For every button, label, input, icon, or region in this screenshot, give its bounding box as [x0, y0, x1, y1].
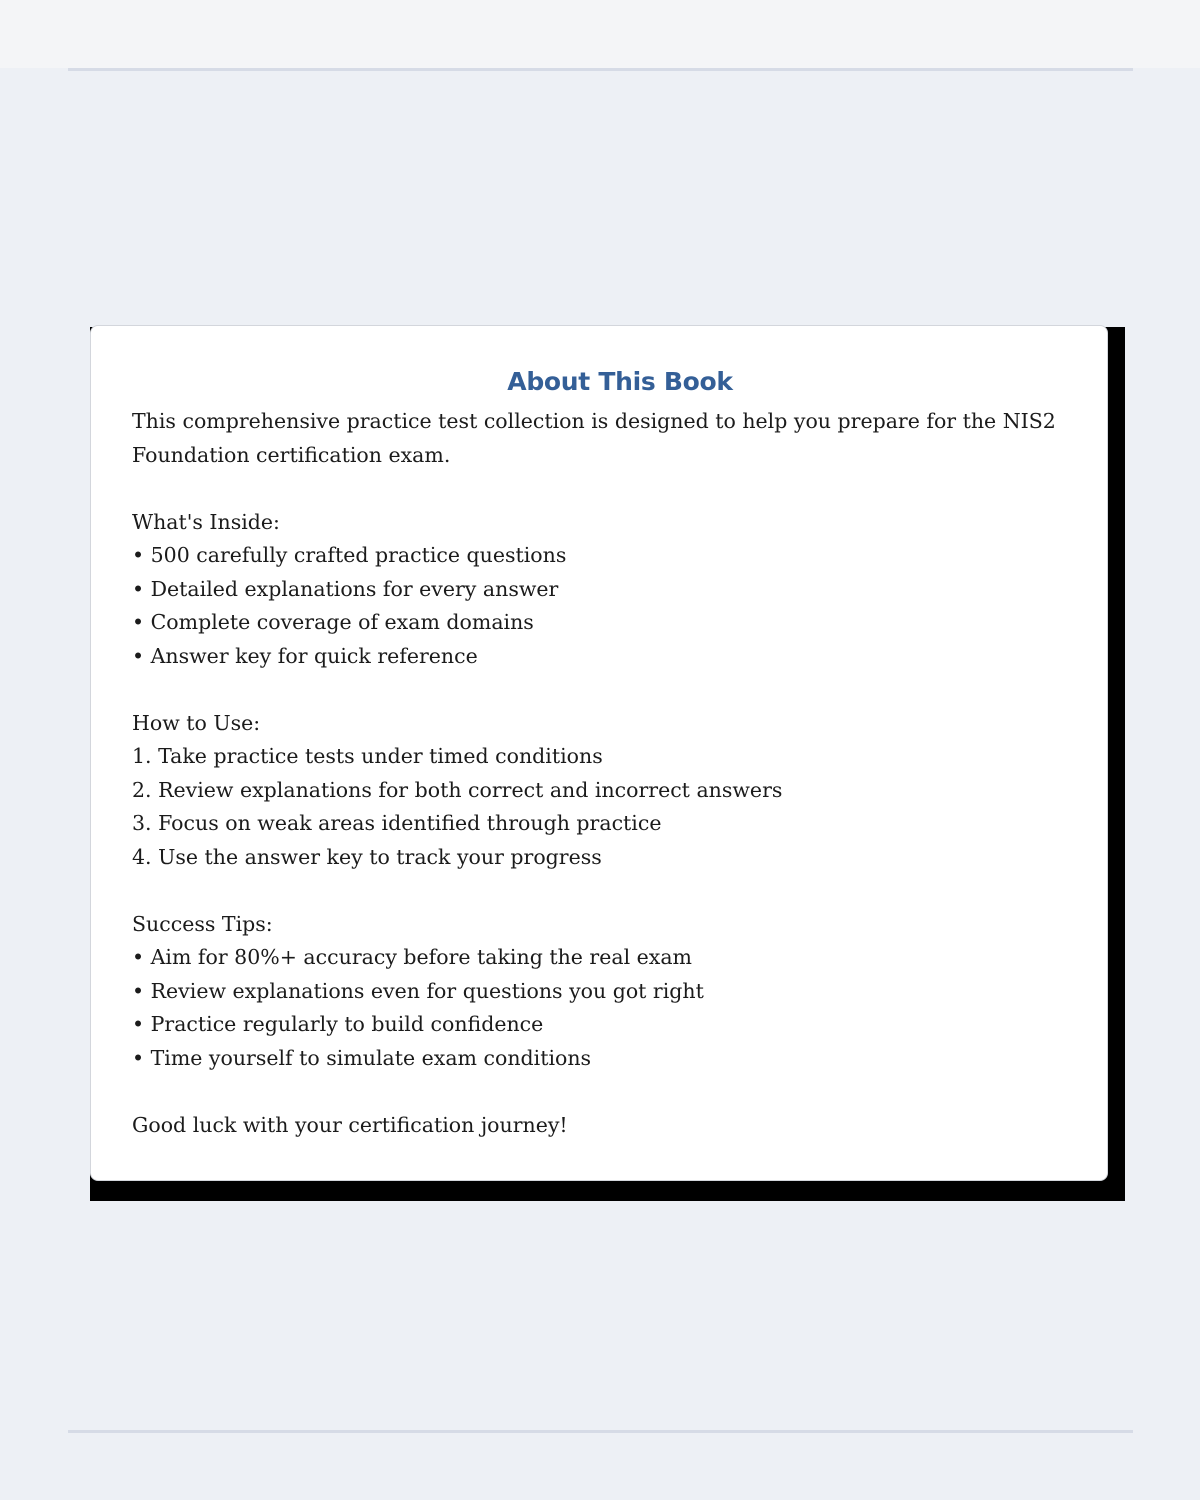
page-body [132, 405, 1082, 1142]
top-divider [68, 68, 1133, 71]
bottom-divider [68, 1430, 1133, 1433]
list-item: • Practice regularly to build confidence [132, 1012, 544, 1036]
list-item: 1. Take practice tests under timed conditions [132, 744, 603, 768]
list-item: • Answer key for quick reference [132, 643, 478, 668]
list-item: • Detailed explanations for every answer [132, 576, 559, 601]
list-item: • Time yourself to simulate exam conditions [132, 1045, 592, 1070]
top-band [0, 0, 1200, 68]
section-heading-how-to-use: How to Use: [132, 710, 261, 735]
list-item: 2. Review explanations for both correct and incorrect answers [132, 777, 783, 802]
section-heading-tips: Success Tips: [132, 911, 273, 936]
list-item: 4. Use the answer key to track your progress [132, 844, 602, 869]
list-item: 3. Focus on weak areas identified through practice [132, 811, 662, 835]
list-item: • Aim for 80%+ accuracy before taking the real exam [132, 945, 692, 969]
section-heading-inside: What's Inside: [132, 509, 280, 534]
closing-line: Good luck with your certification journey! [132, 1112, 568, 1137]
list-item: • Complete coverage of exam domains [132, 610, 534, 634]
list-item: • 500 carefully crafted practice questions [132, 543, 567, 567]
page-title: About This Book [507, 367, 733, 396]
intro-paragraph: This comprehensive practice test collection is designed to help you prepare for the NIS2 Foundation certification exam. [132, 409, 1063, 467]
list-item: • Review explanations even for questions you got right [132, 978, 704, 1003]
